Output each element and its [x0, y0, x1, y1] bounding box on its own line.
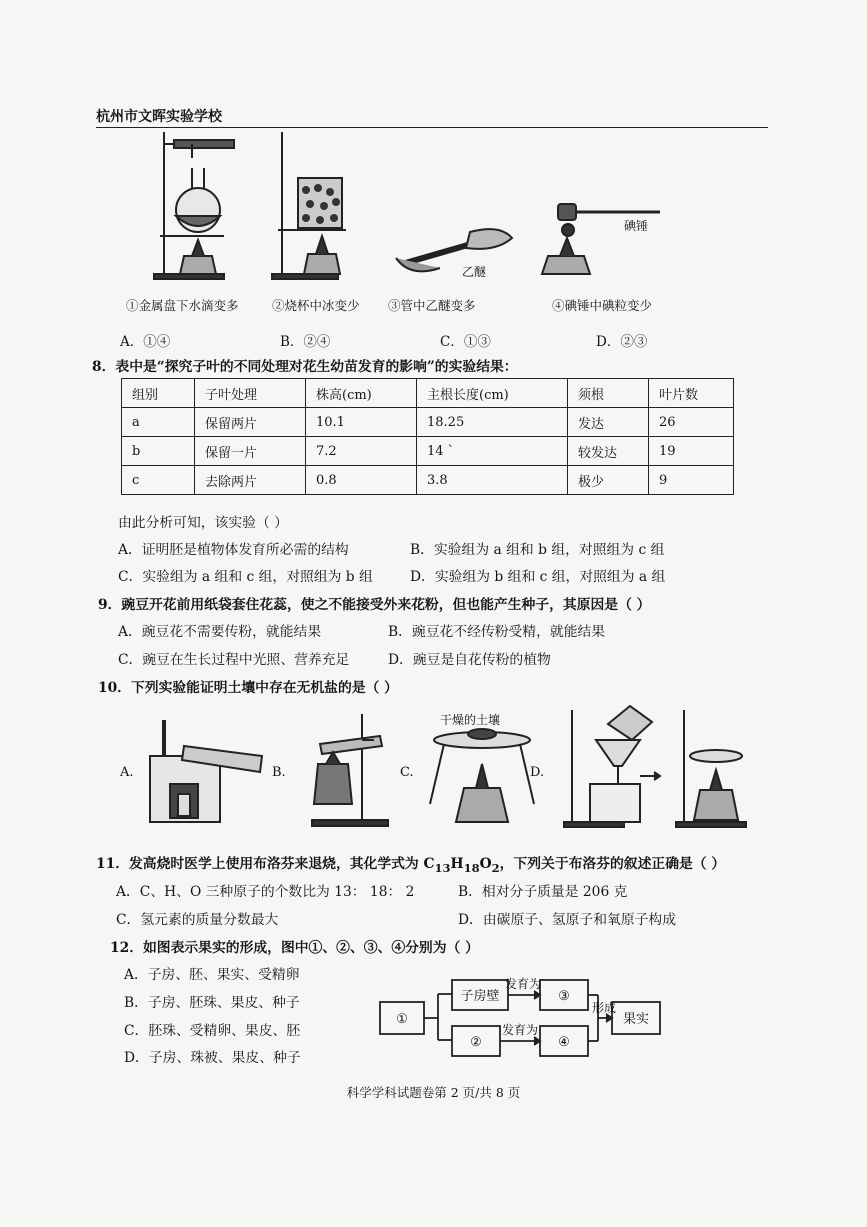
q12-option-a: A．子房、胚、果实、受精卵 — [124, 967, 300, 983]
q10-stem: 10．下列实验能证明土壤中存在无机盐的是（ ） — [98, 680, 398, 696]
table-cell: a — [122, 408, 195, 437]
table-header-cell: 须根 — [568, 379, 649, 408]
develop-label-1: 发育为 — [504, 977, 542, 991]
table-cell: c — [122, 466, 195, 495]
q8-stem: 8．表中是“探究子叶的不同处理对花生幼苗发育的影响”的实验结果： — [92, 359, 518, 375]
q7-option-b: B．②④ — [280, 334, 331, 350]
q12-option-d: D．子房、珠被、果皮、种子 — [124, 1050, 301, 1066]
q11-o: O — [479, 856, 492, 872]
table-header-row — [122, 379, 734, 408]
table-header-cell: 子叶处理 — [195, 379, 306, 408]
q12-option-c: C．胚珠、受精卵、果皮、胚 — [124, 1023, 301, 1039]
q12-option-b: B．子房、胚珠、果皮、种子 — [124, 995, 300, 1011]
q9-option-c: C．豌豆在生长过程中光照、营养充足 — [118, 652, 350, 668]
table-cell: 10.1 — [306, 408, 417, 437]
table-cell: 0.8 — [306, 466, 417, 495]
fruit-formation-diagram — [378, 968, 688, 1068]
q7-caption-4: ④碘锤中碘粒变少 — [552, 298, 653, 313]
q11-stem-post: ，下列关于布洛芬的叙述正确是（ ） — [499, 856, 726, 872]
q7-option-d: D．②③ — [596, 334, 648, 350]
q7-caption-1: ①金属盘下水滴变多 — [126, 298, 239, 313]
table-row — [122, 408, 734, 437]
q11-option-d: D．由碳原子、氢原子和氧原子构成 — [458, 912, 677, 928]
q11-option-b: B．相对分子质量是 206 克 — [458, 884, 628, 900]
table-cell: 19 — [649, 437, 734, 466]
q9-option-d: D．豌豆是自花传粉的植物 — [388, 652, 551, 668]
q8-lead: 由此分析可知，该实验（ ） — [118, 515, 288, 531]
q10-label-c: C. — [400, 765, 414, 780]
table-header-cell: 组别 — [122, 379, 195, 408]
q11-stem — [96, 852, 725, 875]
table-cell: 发达 — [568, 408, 649, 437]
q11-sub-18: 18 — [463, 860, 480, 875]
box-ovary-wall-label: 子房壁 — [460, 989, 500, 1004]
q8-table — [121, 378, 734, 495]
q10-label-a: A. — [120, 765, 134, 780]
q11-option-c: C．氢元素的质量分数最大 — [116, 912, 279, 928]
box-2-label: ② — [470, 1035, 482, 1050]
q7-caption-3: ③管中乙醚变多 — [388, 298, 476, 313]
q9-option-b: B．豌豆花不经传粉受精，就能结果 — [388, 624, 606, 640]
table-cell: 9 — [649, 466, 734, 495]
table-row — [122, 437, 734, 466]
table-cell: 18.25 — [417, 408, 568, 437]
q7-caption-2: ②烧杯中冰变少 — [272, 298, 360, 313]
develop-label-2: 发育为 — [501, 1023, 539, 1037]
q8-option-c: C．实验组为 a 组和 c 组，对照组为 b 组 — [118, 569, 373, 585]
box-1-label: ① — [396, 1012, 408, 1027]
page-footer: 科学学科试题卷第 2 页/共 8 页 — [346, 1085, 521, 1100]
q9-stem: 9．豌豆开花前用纸袋套住花蕊，使之不能接受外来花粉，但也能产生种子，其原因是（ ） — [98, 597, 651, 613]
box-3-label: ③ — [558, 989, 570, 1004]
table-cell: 极少 — [568, 466, 649, 495]
table-cell: b — [122, 437, 195, 466]
q10-figures — [112, 700, 752, 832]
q11-h: H — [450, 856, 464, 872]
q9-option-a: A．豌豆花不需要传粉，就能结果 — [118, 624, 322, 640]
table-cell: 14 ` — [417, 437, 568, 466]
iodine-label: 碘锤 — [624, 219, 649, 233]
table-header-cell: 叶片数 — [649, 379, 734, 408]
table-cell: 3.8 — [417, 466, 568, 495]
soil-label: 干燥的土壤 — [440, 713, 501, 727]
table-cell: 7.2 — [306, 437, 417, 466]
table-cell: 保留一片 — [195, 437, 306, 466]
ether-label: 乙醚 — [462, 265, 487, 279]
q12-stem: 12．如图表示果实的形成，图中①、②、③、④分别为（ ） — [110, 940, 479, 956]
q8-option-b: B．实验组为 a 组和 b 组，对照组为 c 组 — [410, 542, 665, 558]
fruit-label: 果实 — [622, 1012, 650, 1027]
q11-sub-2: 2 — [491, 860, 500, 875]
q10-label-d: D. — [530, 765, 545, 780]
q10-label-b: B. — [272, 765, 286, 780]
q8-option-a: A．证明胚是植物体发育所必需的结构 — [118, 542, 349, 558]
q11-sub-13: 13 — [434, 860, 451, 875]
q11-stem-pre: 11．发高烧时医学上使用布洛芬来退烧，其化学式为 C — [96, 856, 435, 872]
q7-figures — [140, 128, 700, 290]
box-4-label: ④ — [558, 1035, 570, 1050]
table-cell: 较发达 — [568, 437, 649, 466]
form-label: 形成 — [591, 1001, 617, 1015]
q7-option-a: A．①④ — [120, 334, 171, 350]
table-cell: 保留两片 — [195, 408, 306, 437]
table-cell: 26 — [649, 408, 734, 437]
q8-option-d: D．实验组为 b 组和 c 组，对照组为 a 组 — [410, 569, 666, 585]
q7-option-c: C．①③ — [440, 334, 491, 350]
q11-option-a: A．C、H、O 三种原子的个数比为 13： 18： 2 — [116, 884, 415, 900]
table-header-cell: 株高(cm) — [306, 379, 417, 408]
table-cell: 去除两片 — [195, 466, 306, 495]
school-name: 杭州市文晖实验学校 — [96, 109, 222, 125]
table-header-cell: 主根长度(cm) — [417, 379, 568, 408]
table-row — [122, 466, 734, 495]
